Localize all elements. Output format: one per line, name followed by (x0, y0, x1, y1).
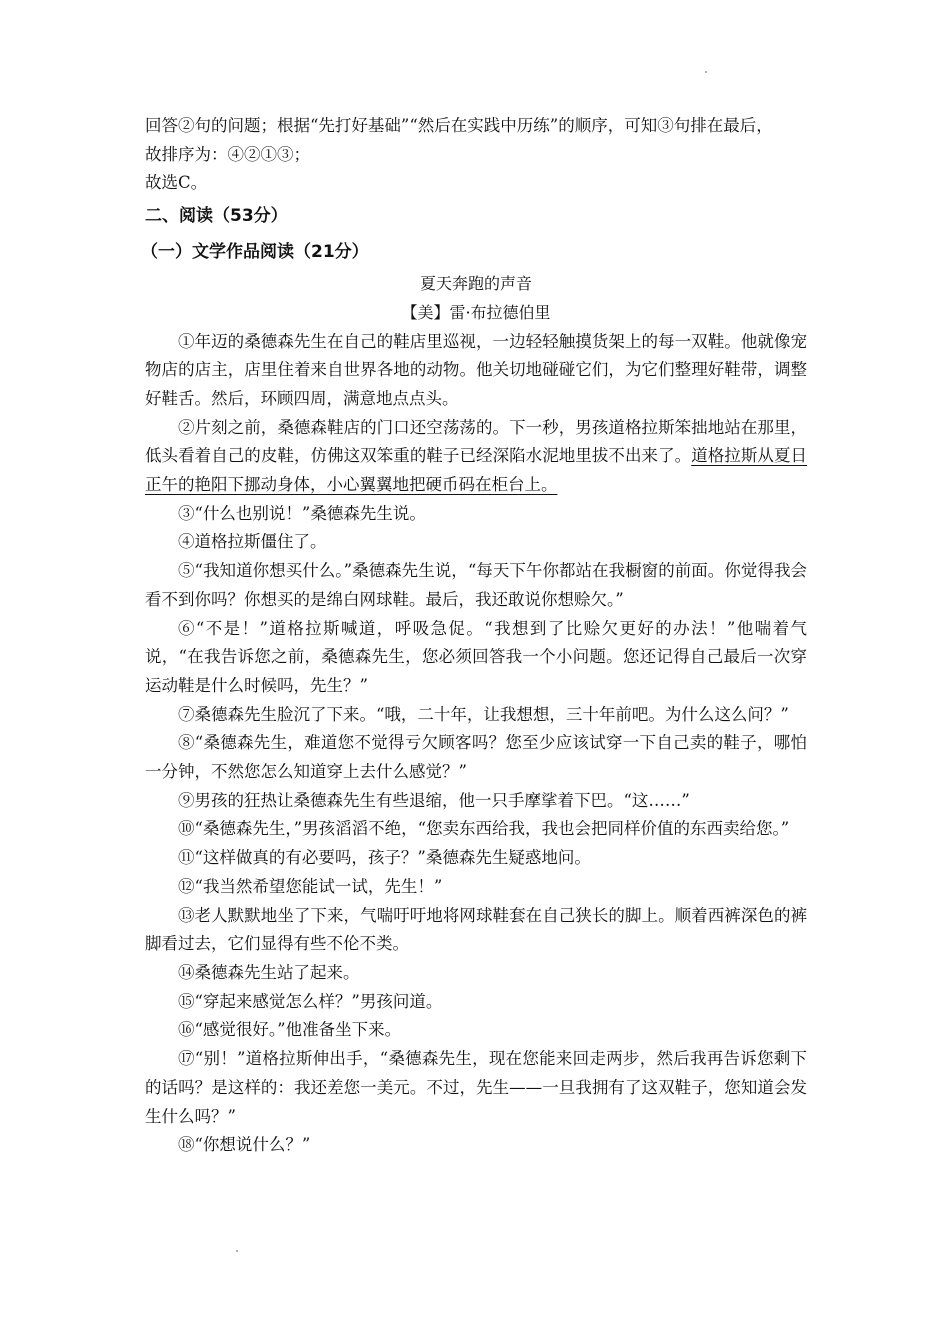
paragraph: ⑨男孩的狂热让桑德森先生有些退缩，他一只手摩挲着下巴。“这……” (178, 790, 690, 810)
paragraph: ⑯“感觉很好。”他准备坐下来。 (178, 1020, 402, 1040)
paragraph: ⑱“你想说什么？” (178, 1135, 311, 1155)
paragraph: ⑪“这样做真的有必要吗，孩子？”桑德森先生疑惑地问。 (178, 848, 591, 868)
scan-mark (236, 1250, 238, 1252)
answer-line: 回答②句的问题；根据“先打好基础”“然后在实践中历练”的顺序，可知③句排在最后， (145, 116, 773, 135)
paragraph-text: ②片刻之前，桑德森鞋店的门口还空荡荡的。下一秒，男孩道格拉斯笨拙地站在那里，低头看着自己的皮鞋，仿佛这双笨重的鞋子已经深陷水泥地里拔不出来了。 (145, 417, 807, 466)
paragraph-list (145, 500, 807, 1160)
paragraph (145, 414, 807, 500)
paragraph: ⑰“别！”道格拉斯伸出手，“桑德森先生，现在您能来回走两步，然后我再告诉您剩下的话吗？是这样的：我还差您一美元。不过，先生——一旦我拥有了这双鞋子，您知道会发生什么吗？” (145, 1049, 807, 1126)
section-heading: 二、阅读（53分） (145, 206, 288, 227)
paragraph: ⑬老人默默地坐了下来，气喘吁吁地将网球鞋套在自己狭长的脚上。顺着西裤深色的裤脚看过去，它们显得有些不伦不类。 (145, 905, 807, 954)
answer-line: 故选C。 (145, 173, 208, 193)
article-author: 【美】雷·布拉德伯里 (401, 302, 551, 322)
paragraph: ⑥“不是！”道格拉斯喊道，呼吸急促。“我想到了比赊欠更好的办法！”他喘着气说，“在我告诉您之前，桑德森先生，您必须回答我一个小问题。您还记得自己最后一次穿运动鞋是什么时候吗，先生？” (145, 618, 807, 695)
paragraph: ⑤“我知道你想买什么。”桑德森先生说，“每天下午你都站在我橱窗的前面。你觉得我会看不到你吗？你想买的是绵白网球鞋。最后，我还敢说你想赊欠。” (145, 561, 807, 609)
article-title: 夏天奔跑的声音 (419, 274, 532, 294)
paragraph: ⑭桑德森先生站了起来。 (178, 962, 360, 982)
paragraph: ⑮“穿起来感觉怎么样？”男孩问道。 (178, 991, 443, 1011)
paragraph: ⑩“桑德森先生，”男孩滔滔不绝，“您卖东西给我，我也会把同样价值的东西卖给您。” (178, 819, 790, 839)
underlined-sentence: 道格拉斯从夏日正午的艳阳下挪动身体，小心翼翼地把硬币码在柜台上。 (145, 446, 808, 495)
document-page (141, 112, 808, 1160)
subsection-heading: （一）文学作品阅读（21分） (141, 242, 369, 263)
answer-line: 故排序为：④②①③； (145, 144, 310, 164)
paragraph: ⑧“桑德森先生，难道您不觉得亏欠顾客吗？您至少应该试穿一下自己卖的鞋子，哪怕一分钟，不然您怎么知道穿上去什么感觉？” (145, 733, 807, 782)
paragraph: ⑦桑德森先生脸沉了下来。“哦，二十年，让我想想，三十年前吧。为什么这么问？” (178, 704, 789, 724)
paragraph: ④道格拉斯僵住了。 (178, 532, 327, 552)
paragraph: ⑫“我当然希望您能试一试，先生！” (178, 876, 443, 896)
scan-mark (705, 71, 707, 73)
paragraph: ③“什么也别说！”桑德森先生说。 (178, 503, 426, 523)
paragraph: ①年迈的桑德森先生在自己的鞋店里巡视，一边轻轻触摸货架上的每一双鞋。他就像宠物店的店主，店里住着来自世界各地的动物。他关切地碰碰它们，为它们整理好鞋带，调整好鞋舌。然后，环顾四周，满意地点点头。 (145, 331, 807, 408)
